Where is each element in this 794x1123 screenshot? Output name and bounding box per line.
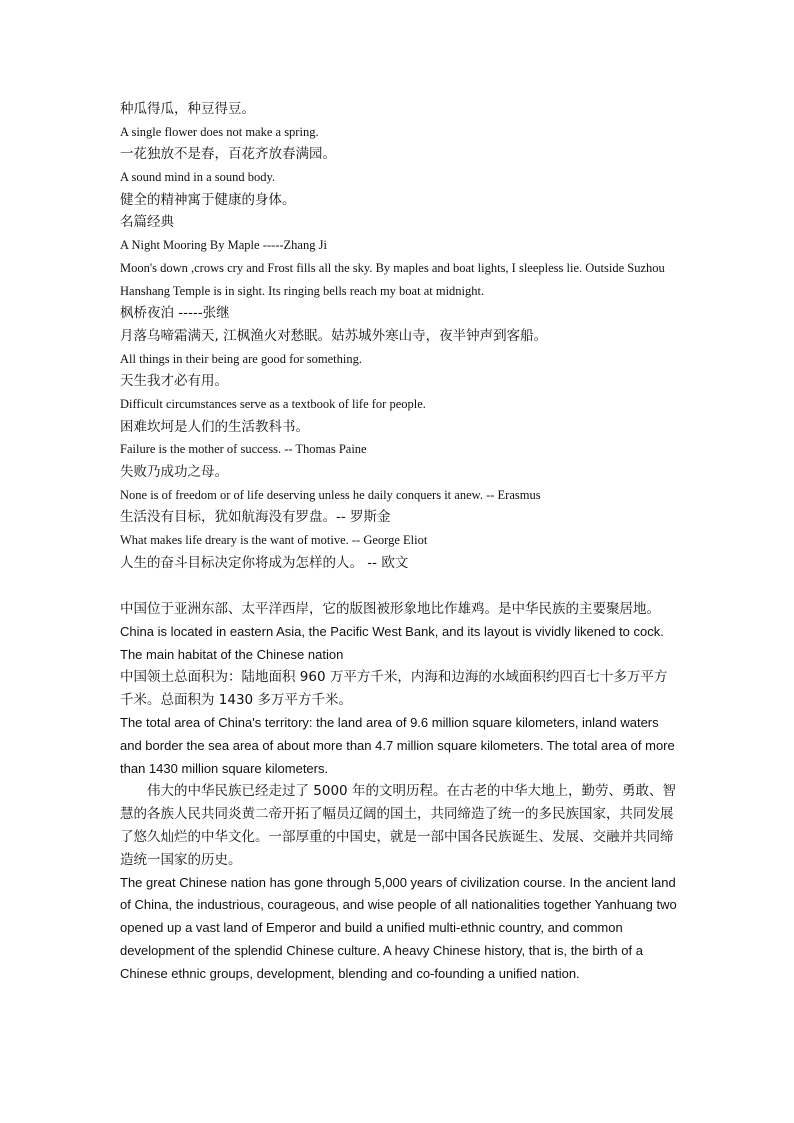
china-history-cn: 伟大的中华民族已经走过了 5000 年的文明历程。在古老的中华大地上，勤劳、勇敢、智慧的各族人民共同炎黄二帝开拓了幅员辽阔的国土，共同缔造了统一的多民族国家，共同发展了悠久灿烂的中华文化。一部厚重的中国史，就是一部中国各民族诞生、发展、交融并共同缔造统一国家的历史。 bbox=[120, 783, 676, 868]
poem-title-cn: 枫桥夜泊 -----张继 bbox=[120, 305, 230, 322]
quote-line-en: Failure is the mother of success. -- Thomas Paine bbox=[120, 442, 367, 457]
poem-text-en: Moon's down ,crows cry and Frost fills all the sky. By maples and boat lights, I sleepless lie. Outside Suzhou Hanshang Temple is in sight. Its ringing bells reach my boat at midnight. bbox=[120, 260, 665, 298]
proverb-line-cn: 一花独放不是春，百花齐放春满园。 bbox=[120, 146, 336, 163]
quote-line-cn: 人生的奋斗目标决定你将成为怎样的人。 -- 欧文 bbox=[120, 554, 409, 571]
quote-line-en: All things in their being are good for something. bbox=[120, 351, 362, 366]
proverb-line-cn: 种瓜得瓜，种豆得豆。 bbox=[120, 101, 255, 117]
china-location-cn: 中国位于亚洲东部、太平洋西岸，它的版图被形象地比作雄鸡。是中华民族的主要聚居地。 bbox=[120, 601, 660, 617]
quote-line-cn: 生活没有目标，犹如航海没有罗盘。-- 罗斯金 bbox=[120, 509, 391, 526]
china-history-en: The great Chinese nation has gone through 5,000 years of civilization course. In the ancient land of China, the industrious, courageous, and wise people of all nationalities together Yanhuang two opened up a vast land of Emperor and build a unified multi-ethnic country, and common development of the splendid Chinese culture. A heavy Chinese history, that is, the birth of a Chinese ethnic groups, development, blending and co-founding a unified nation. bbox=[120, 874, 677, 981]
china-introduction-section bbox=[120, 598, 680, 986]
china-location-en: China is located in eastern Asia, the Pacific West Bank, and its layout is vividly likened to cock. The main habitat of the Chinese nation bbox=[120, 623, 664, 662]
china-area-en: The total area of China's territory: the land area of 9.6 million square kilometers, inland waters and border the sea area of about more than 4.7 million square kilometers. The total area of more than 1430 million square kilometers. bbox=[120, 714, 675, 776]
quote-line-en: Difficult circumstances serve as a textbook of life for people. bbox=[120, 396, 426, 411]
proverb-line-en: A single flower does not make a spring. bbox=[120, 124, 319, 139]
quote-line-cn: 失败乃成功之母。 bbox=[120, 464, 228, 481]
quote-line-en: What makes life dreary is the want of motive. -- George Eliot bbox=[120, 533, 428, 548]
quote-line-cn: 困难坎坷是人们的生活教科书。 bbox=[120, 418, 309, 435]
proverb-line-en: A sound mind in a sound body. bbox=[120, 170, 276, 185]
china-area-cn: 中国领土总面积为：陆地面积 960 万平方千米，内海和边海的水域面积约四百七十多万平方千米。总面积为 1430 多万平方千米。 bbox=[120, 669, 668, 709]
poem-text-cn: 月落乌啼霜满天, 江枫渔火对愁眠。姑苏城外寒山寺，夜半钟声到客船。 bbox=[120, 327, 548, 344]
quote-line-en: None is of freedom or of life deserving unless he daily conquers it anew. -- Erasmus bbox=[120, 487, 541, 502]
proverbs-and-quotes-section bbox=[120, 98, 680, 574]
section-heading: 名篇经典 bbox=[120, 214, 174, 231]
proverb-line-cn: 健全的精神寓于健康的身体。 bbox=[120, 191, 296, 208]
quote-line-cn: 天生我才必有用。 bbox=[120, 373, 228, 390]
poem-title-en: A Night Mooring By Maple -----Zhang Ji bbox=[120, 238, 327, 253]
